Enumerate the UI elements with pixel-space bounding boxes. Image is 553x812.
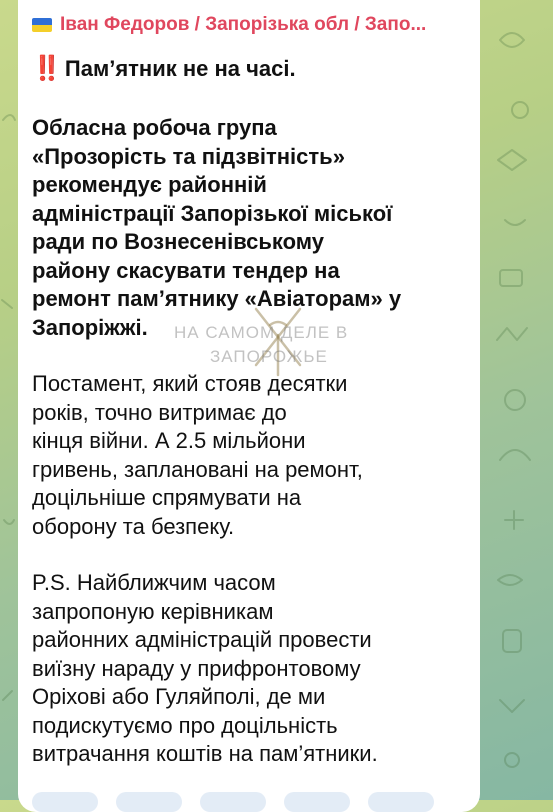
post-title-row (32, 54, 466, 84)
sender-header[interactable] (32, 12, 466, 38)
sender-name[interactable]: Іван Федоров / Запорізька обл / Запо... (60, 14, 427, 35)
post-paragraph: Постамент, який стояв десятки років, точно витримає до кінця війни. А 2.5 мільйони гривень, заплановані на ремонт, доцільніше спрямувати на оборону та безпеку. (32, 371, 363, 539)
double-exclamation-icon: ‼️ (32, 55, 59, 82)
message-bubble[interactable] (18, 0, 480, 812)
reaction-chip[interactable] (116, 792, 182, 812)
reaction-chip[interactable] (368, 792, 434, 812)
post-paragraph-bold: Обласна робоча група «Прозорість та підзвітність» рекомендує районній адміністрації Запорізької міської ради по Вознесенівському району скасувати тендер на ремонт пам’ятнику «Авіаторам» у Запоріжжі. (32, 115, 402, 340)
watermark-text-line2: ЗАПОРОЖЬЕ (210, 347, 328, 366)
reaction-chip[interactable] (200, 792, 266, 812)
watermark-text-line1: НА САМОМ ДЕЛЕ В (174, 323, 349, 342)
ukraine-flag-icon (32, 18, 52, 32)
post-paragraph-ps: P.S. Найближчим часом запропоную керівникам районних адміністрацій провести виїзну нараду у прифронтовому Оріхові або Гуляйполі, де ми подискутуємо про доцільність витрачання коштів на пам’ятники. (32, 570, 378, 766)
reaction-chip[interactable] (284, 792, 350, 812)
reaction-chip[interactable] (32, 792, 98, 812)
post-title: Пам’ятник не на часі. (64, 56, 296, 81)
reactions-bar (18, 792, 480, 812)
